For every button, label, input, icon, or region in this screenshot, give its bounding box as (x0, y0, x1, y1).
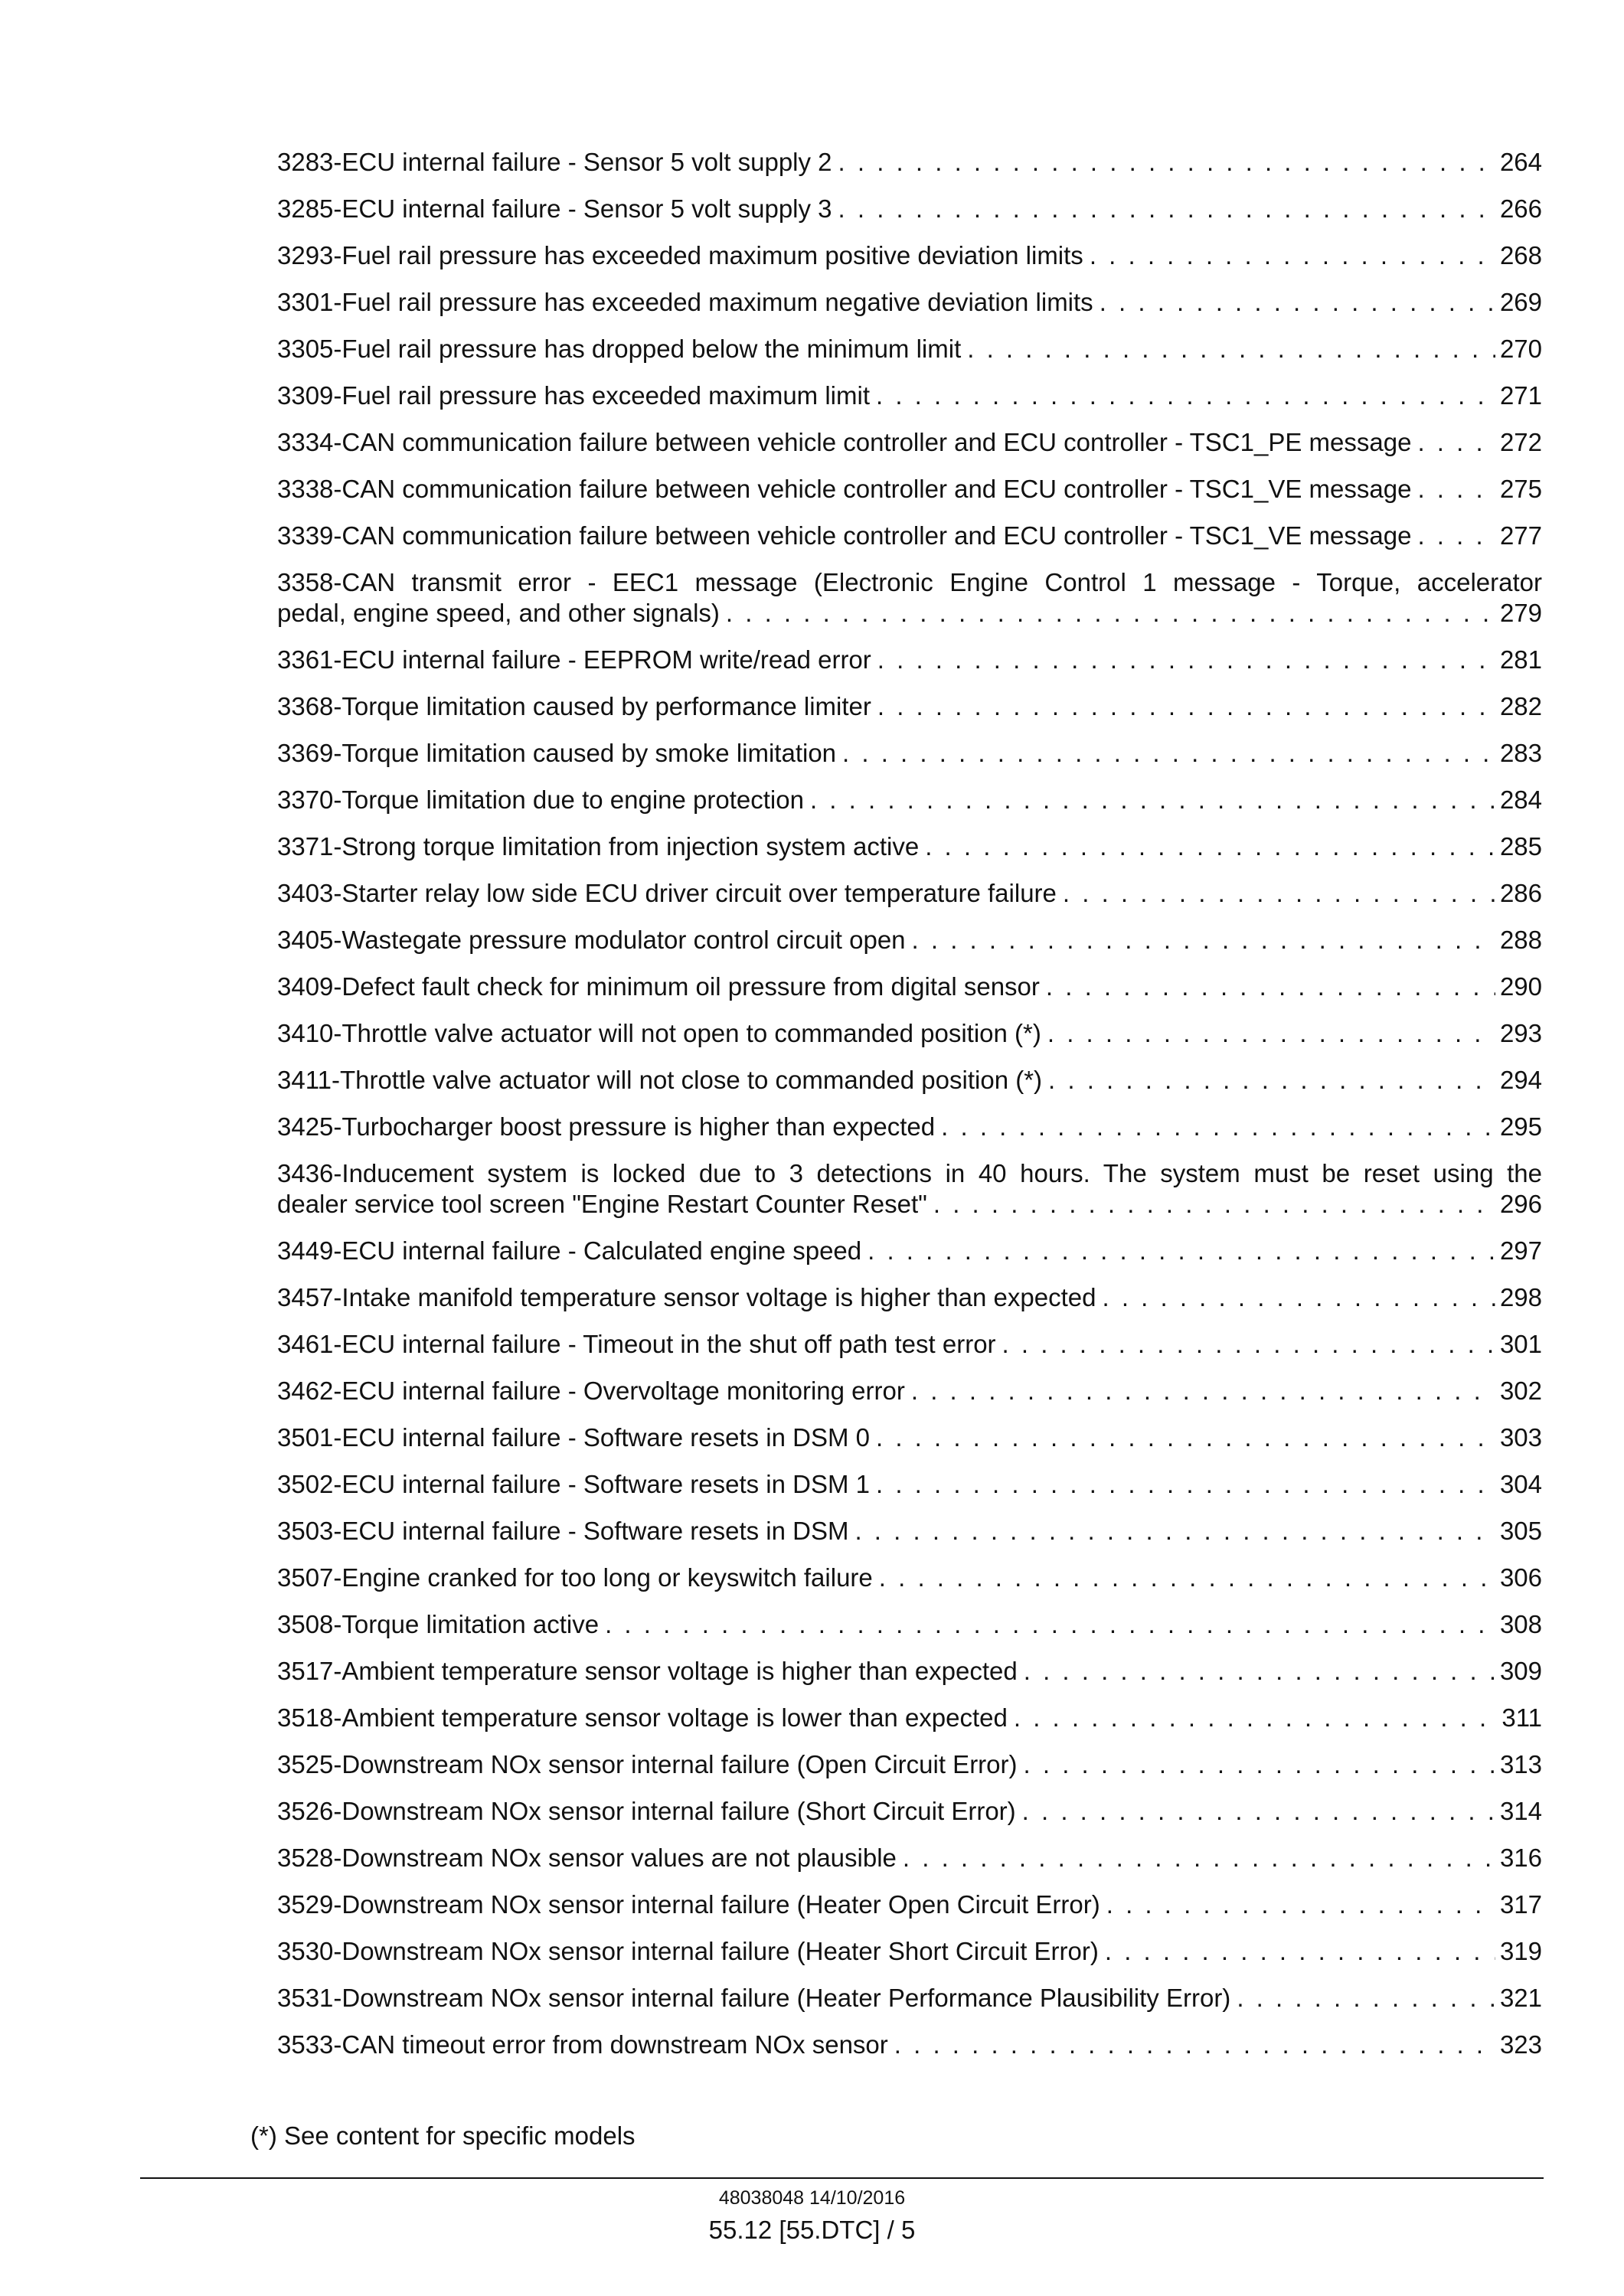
toc-entry[interactable] (277, 2030, 1542, 2060)
toc-entry-title: 3530-Downstream NOx sensor internal failure (Heater Short Circuit Error) (277, 1937, 1099, 1965)
toc-entry[interactable] (277, 1983, 1542, 2013)
toc-entry-title: 3462-ECU internal failure - Overvoltage monitoring error (277, 1377, 905, 1405)
toc-entry[interactable] (277, 1236, 1542, 1266)
toc-entry-page: 317 (1499, 1890, 1542, 1919)
toc-entry-title: 3518-Ambient temperature sensor voltage is lower than expected (277, 1703, 1008, 1732)
toc-entry-title: 3508-Torque limitation active (277, 1610, 600, 1638)
toc-entry-page: 301 (1499, 1330, 1542, 1358)
dot-leader (605, 1609, 1495, 1640)
toc-entry-title: 3517-Ambient temperature sensor voltage is higher than expected (277, 1657, 1018, 1685)
toc-entry-title: 3507-Engine cranked for too long or keyswitch failure (277, 1563, 873, 1592)
dot-leader (933, 1189, 1495, 1220)
toc-entry-title-line2: pedal, engine speed, and other signals) (277, 599, 720, 627)
dot-leader (1417, 521, 1495, 551)
toc-entry-title: 3461-ECU internal failure - Timeout in the shut off path test error (277, 1330, 996, 1358)
dot-leader (854, 1516, 1495, 1546)
toc-entry-title: 3368-Torque limitation caused by performance limiter (277, 692, 871, 720)
toc-entry[interactable] (277, 334, 1542, 364)
toc-entry[interactable] (277, 1749, 1542, 1780)
dot-leader (894, 2030, 1495, 2060)
toc-entry[interactable] (277, 1329, 1542, 1360)
toc-entry-page: 277 (1499, 521, 1542, 550)
toc-entry-page: 269 (1499, 288, 1542, 316)
dot-leader (1022, 1796, 1495, 1827)
toc-entry[interactable] (277, 1889, 1542, 1920)
toc-entry-title: 3411-Throttle valve actuator will not close to commanded position (*) (277, 1066, 1043, 1094)
dot-leader (877, 691, 1495, 722)
dot-leader (1237, 1983, 1495, 2013)
toc-entry-page: 275 (1499, 475, 1542, 503)
toc-entry-title: 3309-Fuel rail pressure has exceeded maximum limit (277, 381, 870, 410)
dot-leader (1100, 287, 1495, 318)
toc-entry-title: 3525-Downstream NOx sensor internal failure (Open Circuit Error) (277, 1750, 1018, 1778)
toc-entry-title: 3531-Downstream NOx sensor internal failure (Heater Performance Plausibility Error) (277, 1984, 1231, 2012)
toc-entry-title: 3528-Downstream NOx sensor values are not plausible (277, 1844, 897, 1872)
toc-entry-title: 3457-Intake manifold temperature sensor voltage is higher than expected (277, 1283, 1096, 1311)
toc-entry-page: 314 (1499, 1797, 1542, 1825)
toc-entry[interactable] (277, 645, 1542, 675)
toc-entry-page: 294 (1499, 1066, 1542, 1094)
dot-leader (1417, 427, 1495, 458)
toc-entry[interactable] (277, 147, 1542, 178)
toc-entry-page: 288 (1499, 926, 1542, 954)
toc-entry-page: 296 (1499, 1190, 1542, 1218)
toc-entry-page: 304 (1499, 1470, 1542, 1498)
toc-entry-title: 3334-CAN communication failure between vehicle controller and ECU controller - TSC1_PE message (277, 428, 1412, 456)
toc-entry-page: 270 (1499, 335, 1542, 363)
toc-entry-title: 3425-Turbocharger boost pressure is higher than expected (277, 1112, 936, 1141)
dot-leader (967, 334, 1495, 364)
toc-entry[interactable] (277, 1065, 1542, 1096)
toc-entry[interactable] (277, 1609, 1542, 1640)
dot-leader (941, 1112, 1495, 1142)
toc-entry[interactable] (277, 1282, 1542, 1313)
toc-entry-page: 281 (1499, 645, 1542, 674)
dot-leader (1048, 1065, 1495, 1096)
toc-entry-page: 308 (1499, 1610, 1542, 1638)
toc-entry-title: 3410-Throttle valve actuator will not open to commanded position (*) (277, 1019, 1041, 1047)
toc-entry-page: 321 (1499, 1984, 1542, 2012)
toc-entry-page: 306 (1499, 1563, 1542, 1592)
toc-entry[interactable] (277, 1516, 1542, 1546)
toc-entry-title: 3285-ECU internal failure - Sensor 5 volt supply 3 (277, 194, 832, 223)
toc-entry-title: 3526-Downstream NOx sensor internal failure (Short Circuit Error) (277, 1797, 1016, 1825)
dot-leader (877, 645, 1495, 675)
toc-entry-page: 285 (1499, 832, 1542, 861)
toc-entry[interactable] (277, 1158, 1542, 1220)
toc-entry-title-line1: 3358-CAN transmit error - EEC1 message (Electronic Engine Control 1 message - Torque, accelerator (277, 568, 1542, 596)
dot-leader (903, 1843, 1495, 1873)
footnote: (*) See content for specific models (250, 2121, 636, 2150)
toc-entry-title: 3502-ECU internal failure - Software resets in DSM 1 (277, 1470, 870, 1498)
toc-entry[interactable] (277, 567, 1542, 629)
dot-leader (925, 831, 1495, 862)
toc-entry-page: 282 (1499, 692, 1542, 720)
dot-leader (838, 147, 1495, 178)
toc-entry-page: 295 (1499, 1112, 1542, 1141)
table-of-contents (277, 147, 1542, 2076)
toc-entry[interactable] (277, 1469, 1542, 1500)
toc-entry-page: 303 (1499, 1423, 1542, 1452)
toc-entry[interactable] (277, 831, 1542, 862)
dot-leader (876, 380, 1495, 411)
toc-entry-title: 3371-Strong torque limitation from injection system active (277, 832, 920, 861)
toc-entry-title: 3293-Fuel rail pressure has exceeded maximum positive deviation limits (277, 241, 1083, 269)
dot-leader (1063, 878, 1495, 909)
toc-entry-page: 264 (1499, 148, 1542, 176)
toc-entry-page: 272 (1499, 428, 1542, 456)
toc-entry[interactable] (277, 1112, 1542, 1142)
toc-entry-title: 3338-CAN communication failure between vehicle controller and ECU controller - TSC1_VE message (277, 475, 1412, 503)
toc-entry-title: 3501-ECU internal failure - Software resets in DSM 0 (277, 1423, 870, 1452)
toc-entry[interactable] (277, 1376, 1542, 1406)
toc-entry-title: 3301-Fuel rail pressure has exceeded maximum negative deviation limits (277, 288, 1093, 316)
dot-leader (1046, 972, 1495, 1002)
dot-leader (868, 1236, 1495, 1266)
toc-entry-title: 3369-Torque limitation caused by smoke limitation (277, 739, 837, 767)
toc-entry-page: 297 (1499, 1236, 1542, 1265)
toc-entry-page: 313 (1499, 1750, 1542, 1778)
toc-entry-title: 3503-ECU internal failure - Software resets in DSM (277, 1517, 849, 1545)
toc-entry-page: 309 (1499, 1657, 1542, 1685)
toc-entry[interactable] (277, 972, 1542, 1002)
toc-entry-title: 3533-CAN timeout error from downstream NOx sensor (277, 2030, 888, 2059)
footer-divider (140, 2177, 1544, 2179)
toc-entry[interactable] (277, 240, 1542, 271)
toc-entry-page: 271 (1499, 381, 1542, 410)
dot-leader (1417, 474, 1495, 505)
toc-entry[interactable] (277, 878, 1542, 909)
toc-entry-title: 3370-Torque limitation due to engine protection (277, 785, 804, 814)
dot-leader (838, 194, 1495, 224)
toc-entry[interactable] (277, 785, 1542, 815)
toc-entry-title: 3283-ECU internal failure - Sensor 5 volt supply 2 (277, 148, 832, 176)
dot-leader (726, 598, 1495, 629)
toc-entry-page: 298 (1499, 1283, 1542, 1311)
dot-leader (1103, 1282, 1495, 1313)
toc-entry[interactable] (277, 1936, 1542, 1967)
dot-leader (1014, 1703, 1498, 1733)
toc-entry[interactable] (277, 474, 1542, 505)
toc-entry-title: 3361-ECU internal failure - EEPROM write/read error (277, 645, 871, 674)
toc-entry[interactable] (277, 287, 1542, 318)
toc-entry-page: 319 (1499, 1937, 1542, 1965)
toc-entry[interactable] (277, 1656, 1542, 1687)
toc-entry-title: 3409-Defect fault check for minimum oil pressure from digital sensor (277, 972, 1040, 1001)
toc-entry-title: 3449-ECU internal failure - Calculated engine speed (277, 1236, 862, 1265)
toc-entry[interactable] (277, 691, 1542, 722)
page-reference: 55.12 [55.DTC] / 5 (708, 2216, 916, 2244)
toc-entry[interactable] (277, 738, 1542, 769)
toc-entry-page: 266 (1499, 194, 1542, 223)
dot-leader (1047, 1018, 1495, 1049)
dot-leader (876, 1422, 1495, 1453)
toc-entry[interactable] (277, 380, 1542, 411)
dot-leader (1105, 1936, 1495, 1967)
toc-entry-page: 293 (1499, 1019, 1542, 1047)
toc-entry-page: 302 (1499, 1377, 1542, 1405)
document-id: 48038048 14/10/2016 (718, 2187, 906, 2209)
toc-entry-title: 3529-Downstream NOx sensor internal failure (Heater Open Circuit Error) (277, 1890, 1100, 1919)
dot-leader (810, 785, 1495, 815)
toc-entry-page: 305 (1499, 1517, 1542, 1545)
toc-entry-page: 279 (1499, 599, 1542, 627)
toc-entry-page: 268 (1499, 241, 1542, 269)
toc-entry-title: 3405-Wastegate pressure modulator control circuit open (277, 926, 906, 954)
toc-entry-page: 311 (1501, 1703, 1542, 1732)
toc-entry-page: 290 (1499, 972, 1542, 1001)
toc-entry[interactable] (277, 1018, 1542, 1049)
dot-leader (1002, 1329, 1495, 1360)
toc-entry-title: 3403-Starter relay low side ECU driver circuit over temperature failure (277, 879, 1057, 907)
dot-leader (911, 1376, 1495, 1406)
dot-leader (1024, 1749, 1495, 1780)
toc-entry[interactable] (277, 1422, 1542, 1453)
toc-entry[interactable] (277, 1703, 1542, 1733)
toc-entry-page: 316 (1499, 1844, 1542, 1872)
toc-entry[interactable] (277, 521, 1542, 551)
dot-leader (1090, 240, 1495, 271)
dot-leader (1024, 1656, 1495, 1687)
dot-leader (876, 1469, 1495, 1500)
dot-leader (842, 738, 1495, 769)
toc-entry-page: 283 (1499, 739, 1542, 767)
toc-entry[interactable] (277, 1796, 1542, 1827)
toc-entry-title: 3305-Fuel rail pressure has dropped below the minimum limit (277, 335, 962, 363)
toc-entry[interactable] (277, 925, 1542, 955)
toc-entry-title: 3339-CAN communication failure between vehicle controller and ECU controller - TSC1_VE message (277, 521, 1412, 550)
toc-entry[interactable] (277, 194, 1542, 224)
dot-leader (879, 1563, 1495, 1593)
toc-entry-page: 286 (1499, 879, 1542, 907)
toc-entry[interactable] (277, 1563, 1542, 1593)
toc-entry-title-line2: dealer service tool screen "Engine Restart Counter Reset" (277, 1190, 927, 1218)
toc-entry-page: 323 (1499, 2030, 1542, 2059)
dot-leader (1106, 1889, 1495, 1920)
toc-entry-page: 284 (1499, 785, 1542, 814)
toc-entry[interactable] (277, 427, 1542, 458)
dot-leader (912, 925, 1495, 955)
toc-entry-title-line1: 3436-Inducement system is locked due to 3 detections in 40 hours. The system must be reset using the (277, 1159, 1542, 1187)
toc-entry[interactable] (277, 1843, 1542, 1873)
